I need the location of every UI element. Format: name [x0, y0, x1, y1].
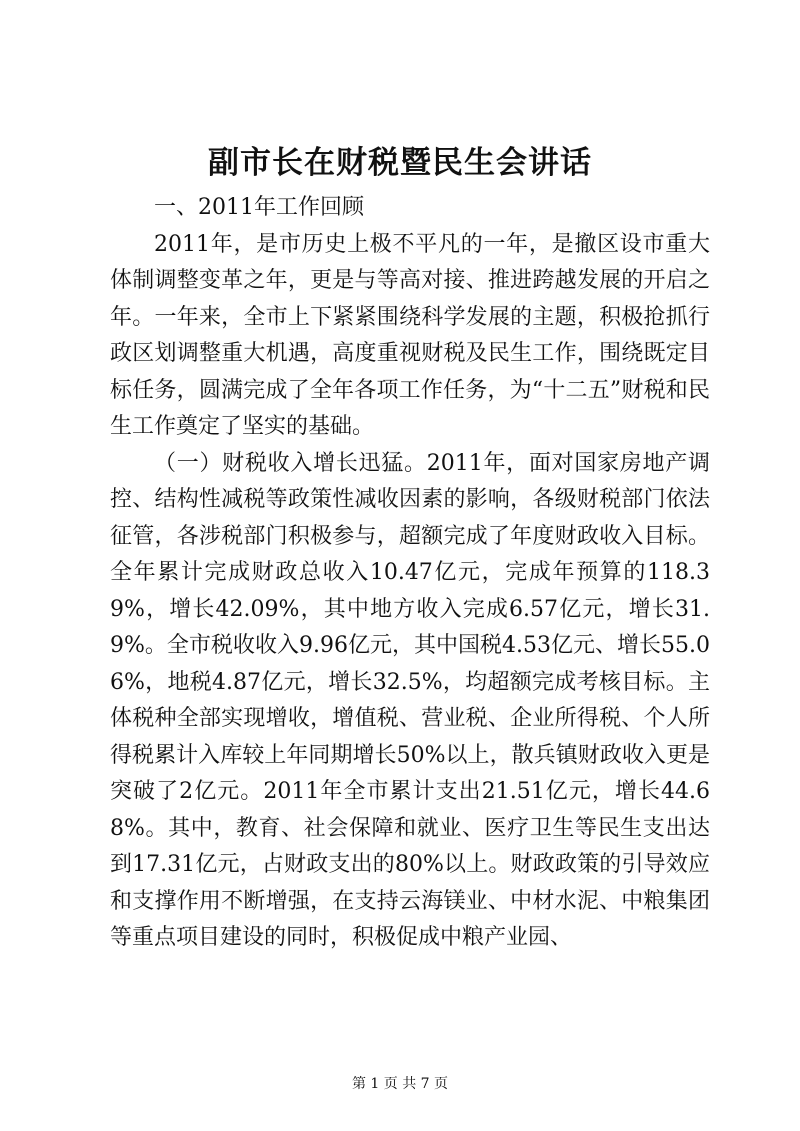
paragraph: 2011年，是市历史上极不平凡的一年，是撤区设市重大体制调整变革之年，更是与等高对接、推进跨越发展的开启之年。一年来，全市上下紧紧围绕科学发展的主题，积极抢抓行政区划调整重大机遇，高度重视财税及民生工作，围绕既定目标任务，圆满完成了全年各项工作任务，为“十二五”财税和民生工作奠定了坚实的基础。 — [110, 231, 710, 439]
document-body — [110, 190, 710, 957]
paragraph: （一）财税收入增长迅猛。2011年，面对国家房地产调控、结构性减税等政策性减收因素的影响，各级财税部门依法征管，各涉税部门积极参与，超额完成了年度财政收入目标。全年累计完成财政总收入10.47亿元，完成年预算的118.39%，增长42.09%，其中地方收入完成6.57亿元，增长31.9%。全市税收收入9.96亿元，其中国税4.53亿元、增长55.06%，地税4.87亿元，增长32.5%，均超额完成考核目标。主体税种全部实现增收，增值税、营业税、企业所得税、个人所得税累计入库较上年同期增长50%以上，散兵镇财政收入更是突破了2亿元。2011年全市累计支出21.51亿元，增长44.68%。其中，教育、社会保障和就业、医疗卫生等民生支出达到17.31亿元，占财政支出的80%以上。财政政策的引导效应和支撑作用不断增强，在支持云海镁业、中材水泥、中粮集团等重点项目建设的同时，积极促成中粮产业园、 — [110, 450, 710, 950]
page-title: 副市长在财税暨民生会讲话 — [208, 145, 592, 181]
section-heading: 一、2011年工作回顾 — [154, 195, 364, 220]
page-footer: 第 1 页 共 7 页 — [351, 1076, 449, 1092]
